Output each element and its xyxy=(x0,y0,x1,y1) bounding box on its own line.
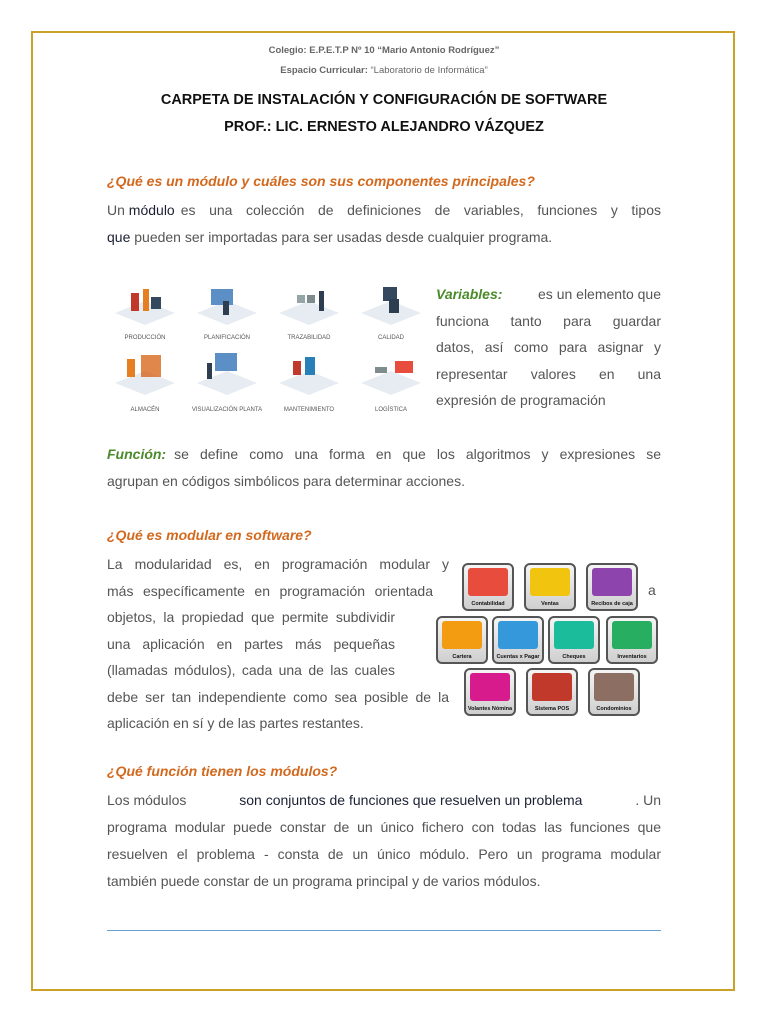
funcion-term: Función: xyxy=(107,446,167,462)
app-tile xyxy=(436,616,488,664)
section2-heading: ¿Qué es modular en software? xyxy=(107,527,312,543)
paragraph-line: datos, así como para asignar y xyxy=(436,339,661,355)
school-value: E.P.E.T.P Nº 10 “Mario Antonio Rodríguez” xyxy=(309,45,500,56)
app-tile xyxy=(464,668,516,716)
paragraph-line: resuelven el problema - consta de un único módulo. Pero un programa modular xyxy=(107,846,661,862)
cartera-icon xyxy=(442,621,482,649)
app-label: Cheques xyxy=(562,654,586,660)
trailing-a: a xyxy=(648,582,656,598)
module-label: PRODUCCIÓN xyxy=(124,335,166,341)
payroll-icon xyxy=(470,673,510,701)
app-label: Cuentas x Pagar xyxy=(496,654,540,660)
paragraph-line xyxy=(107,224,661,251)
space-value: “Laboratorio de Informática” xyxy=(370,65,488,76)
section1-heading: ¿Qué es un módulo y cuáles son sus componentes principales? xyxy=(107,173,535,189)
paragraph-line xyxy=(107,197,661,224)
money-icon xyxy=(592,568,632,596)
cart-icon xyxy=(530,568,570,596)
module-definition-paragraph xyxy=(107,197,661,251)
paragraph-line xyxy=(107,441,661,468)
app-label: Inventarios xyxy=(617,654,647,660)
footer-rule xyxy=(107,930,661,931)
document-title: CARPETA DE INSTALACIÓN Y CONFIGURACIÓN DE SOFTWARE xyxy=(160,92,608,108)
pos-icon xyxy=(532,673,572,701)
app-tile xyxy=(462,563,514,611)
paragraph-line: objetos, la propiedad que permite subdividir xyxy=(107,609,395,625)
funcion-paragraph xyxy=(107,441,661,495)
buildings-icon xyxy=(594,673,634,701)
module-label: TRAZABILIDAD xyxy=(287,335,331,341)
boxes-icon xyxy=(612,621,652,649)
modules-function-paragraph xyxy=(107,787,661,895)
module-label: PLANIFICACIÓN xyxy=(203,335,250,341)
paragraph-line: una aplicación en partes más pequeñas xyxy=(107,635,395,652)
paragraph-line: funciona tanto para guardar xyxy=(436,312,661,329)
app-tile xyxy=(606,616,658,664)
app-label: Condominios xyxy=(596,706,632,712)
app-tile xyxy=(524,563,576,611)
module-label: CALIDAD xyxy=(377,335,404,341)
que-link[interactable]: que xyxy=(107,229,131,245)
variables-paragraph xyxy=(436,281,661,414)
app-tile xyxy=(588,668,640,716)
modulo-link[interactable]: módulo xyxy=(128,202,175,218)
line-text: Los módulos xyxy=(107,792,187,808)
module-icon xyxy=(115,287,421,395)
paragraph-line xyxy=(436,281,661,308)
school-line xyxy=(0,45,768,56)
curricular-space-line xyxy=(0,65,768,76)
app-tile xyxy=(526,668,578,716)
school-label: Colegio: xyxy=(268,45,307,56)
paragraph-line: (llamadas módulos), cada una de las cuales xyxy=(107,662,395,678)
paragraph-line: debe ser tan independiente como sea posible de la xyxy=(107,688,449,705)
variables-term: Variables: xyxy=(436,286,503,302)
app-tile xyxy=(492,616,544,664)
paragraph-line: programa modular puede constar de un único fichero con todas las funciones que xyxy=(107,819,661,835)
word-un: Un xyxy=(107,202,125,218)
app-tile xyxy=(586,563,638,611)
app-label: Ventas xyxy=(541,601,559,607)
app-tile xyxy=(548,616,600,664)
module-label: ALMACÉN xyxy=(130,407,160,413)
cheques-icon xyxy=(554,621,594,649)
app-label: Recibos de caja xyxy=(591,601,633,607)
line-text: es un elemento que xyxy=(538,286,661,302)
paragraph-line: más específicamente en programación orientada xyxy=(107,582,433,599)
modules-image xyxy=(107,283,425,423)
professor-title: PROF.: LIC. ERNESTO ALEJANDRO VÁZQUEZ xyxy=(224,119,544,135)
paragraph-line: expresión de programación xyxy=(436,392,606,408)
functions-link[interactable]: son conjuntos de funciones que resuelven un problema xyxy=(239,792,583,808)
paragraph-line: La modularidad es, en programación modular y xyxy=(107,556,449,572)
line-text: pueden ser importadas para ser usadas desde cualquier programa. xyxy=(134,229,553,245)
app-label: Cartera xyxy=(452,654,472,660)
paragraph-line: representar valores en una xyxy=(436,365,661,382)
module-label: MANTENIMIENTO xyxy=(283,407,335,413)
line-text: es una colección de definiciones de variables, funciones y tipos xyxy=(180,202,661,218)
module-label: LOGÍSTICA xyxy=(374,407,407,413)
paragraph-line: aplicación en sí y de las partes restantes. xyxy=(107,715,364,731)
contabilidad-icon xyxy=(468,568,508,596)
modularity-paragraph xyxy=(107,551,449,737)
module-label: VISUALIZACIÓN PLANTA xyxy=(191,407,263,413)
space-label: Espacio Curricular: xyxy=(280,65,368,76)
line-text: se define como una forma en que los algoritmos y expresiones se xyxy=(174,446,661,462)
app-label: Volantes Nómina xyxy=(467,706,513,712)
paragraph-line: agrupan en códigos simbólicos para determinar acciones. xyxy=(107,473,465,489)
section3-heading: ¿Qué función tienen los módulos? xyxy=(107,763,338,779)
line-text: . Un xyxy=(635,792,661,808)
modules-illustration xyxy=(107,283,425,423)
software-modules-image xyxy=(436,560,661,720)
app-label: Sistema POS xyxy=(534,706,570,712)
payables-icon xyxy=(498,621,538,649)
app-label: Contabilidad xyxy=(471,601,505,607)
paragraph-line: también puede constar de un programa principal y de varios módulos. xyxy=(107,873,541,889)
paragraph-line xyxy=(107,787,661,814)
